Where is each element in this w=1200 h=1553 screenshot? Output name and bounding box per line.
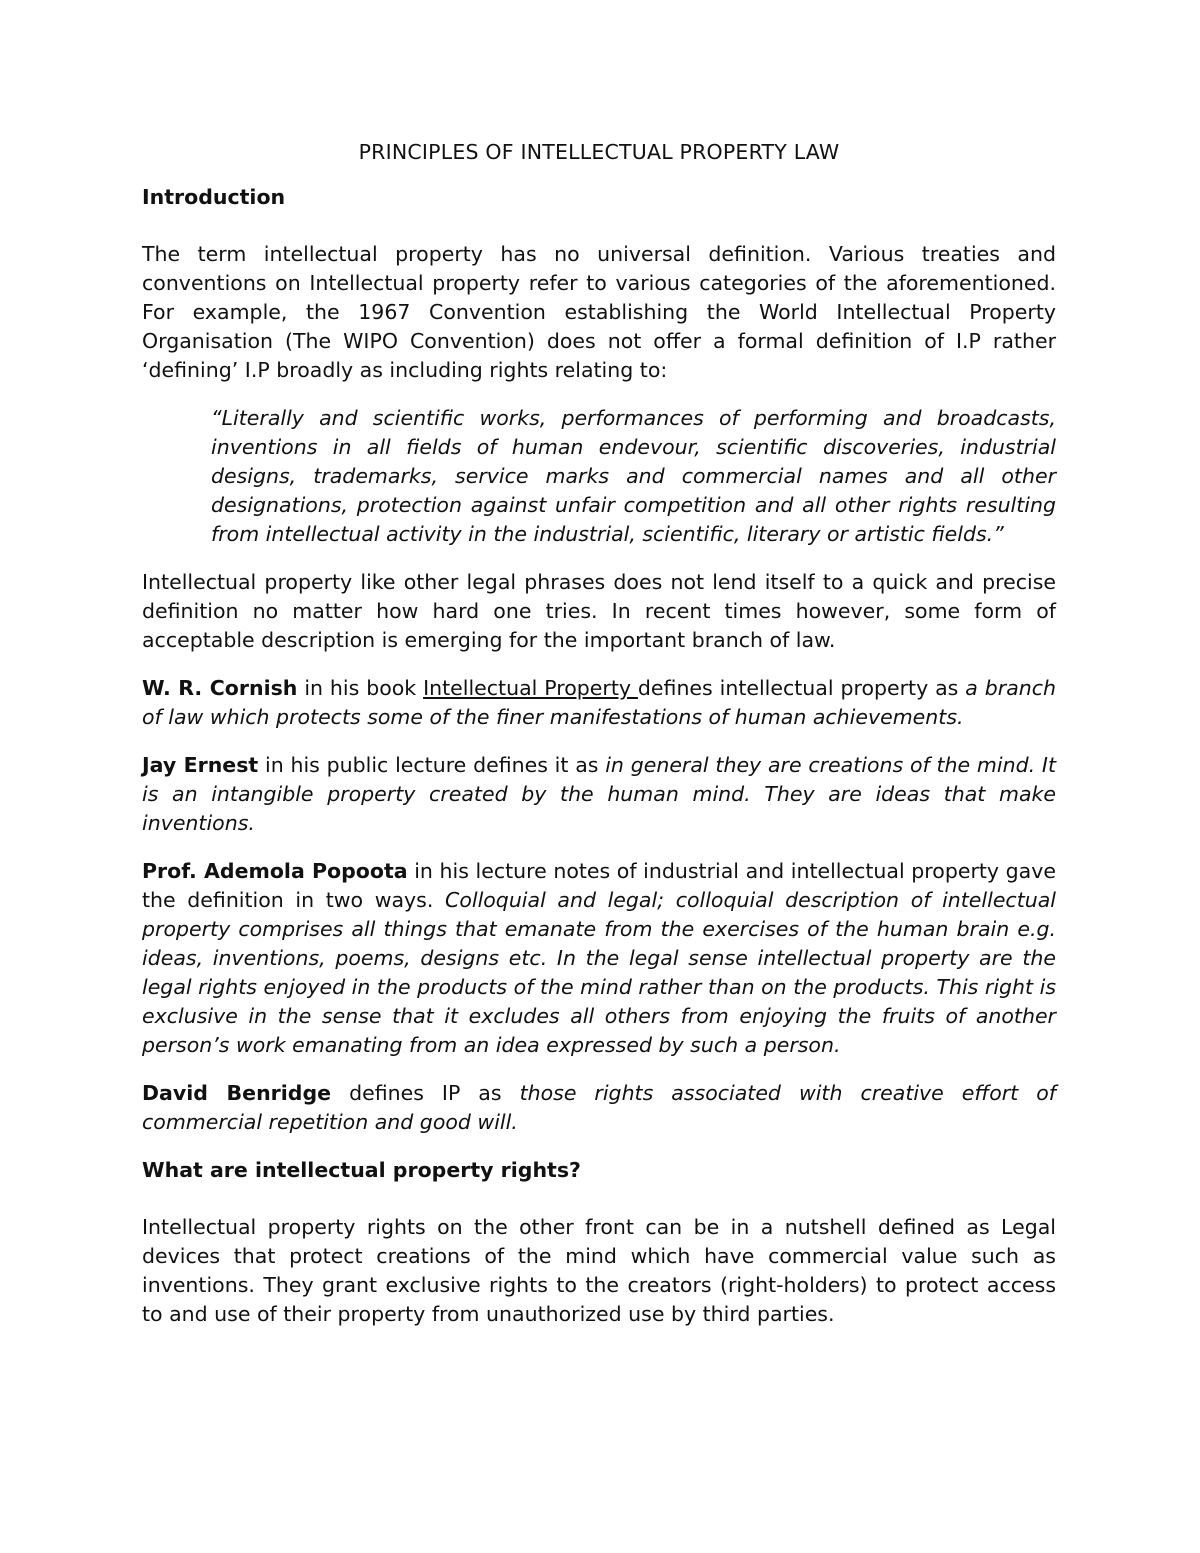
ipr-paragraph: Intellectual property rights on the other front can be in a nutshell defined as Legal devices that protect creations of the mind which have commercial value such as inventions. They grant exclusive rights to the creators (right-holders) to protect access to and use of their property from unauthorized use by third parties. (142, 1215, 1056, 1326)
introduction-heading: Introduction (142, 185, 286, 209)
ernest-definition (142, 751, 1056, 838)
benridge-definition-text: those rights associated with creative effort of commercial repetition and good will. (142, 1081, 1056, 1134)
document-page (142, 138, 1056, 1329)
cornish-text-before: in his book (297, 676, 424, 700)
popoota-name: Prof. Ademola Popoota (142, 859, 408, 883)
paragraph-definition-difficulty: Intellectual property like other legal phrases does not lend itself to a quick and precise definition no matter how hard one tries. In recent times however, some form of acceptable description is emerging for the important branch of law. (142, 570, 1056, 652)
popoota-definition (142, 857, 1056, 1060)
benridge-name: David Benridge (142, 1081, 332, 1105)
wipo-quote: “Literally and scientific works, performances of performing and broadcasts, inventions in all fields of human endevour, scientific discoveries, industrial designs, trademarks, service marks and commercial names and all other designations, protection against unfair competition and all other rights resulting from intellectual activity in the industrial, scientific, literary or artistic fields.” (211, 406, 1056, 546)
ipr-heading: What are intellectual property rights? (142, 1158, 581, 1182)
document-title: PRINCIPLES OF INTELLECTUAL PROPERTY LAW (358, 140, 840, 164)
cornish-text-mid: defines intellectual property as (637, 676, 966, 700)
ernest-text: in his public lecture defines it as (258, 753, 606, 777)
popoota-definition-text: Colloquial and legal; colloquial description of intellectual property comprises all things that emanate from the exercises of the human brain e.g. ideas, inventions, poems, designs etc. In the legal sense intellectual property are the legal rights enjoyed in the products of the mind rather than on the products. This right is exclusive in the sense that it excludes all others from enjoying the fruits of another person’s work emanating from an idea expressed by such a person. (142, 888, 1056, 1057)
cornish-definition-text: a branch of law which protects some of the finer manifestations of human achievements. (142, 676, 1057, 729)
popoota-text: in his lecture notes of industrial and intellectual property gave the definition in two ways. (142, 859, 1056, 912)
ernest-definition-text: in general they are creations of the mind. It is an intangible property created by the human mind. They are ideas that make inventions. (142, 753, 1056, 835)
cornish-book-title: Intellectual Property (423, 676, 638, 700)
ernest-name: Jay Ernest (142, 753, 259, 777)
intro-paragraph: The term intellectual property has no universal definition. Various treaties and conventions on Intellectual property refer to various categories of the aforementioned. For example, the 1967 Convention establishing the World Intellectual Property Organisation (The WIPO Convention) does not offer a formal definition of I.P rather ‘defining’ I.P broadly as including rights relating to: (142, 242, 1056, 382)
benridge-definition (142, 1079, 1056, 1137)
cornish-definition (142, 674, 1056, 732)
benridge-text: defines IP as (331, 1081, 520, 1105)
cornish-name: W. R. Cornish (142, 676, 298, 700)
